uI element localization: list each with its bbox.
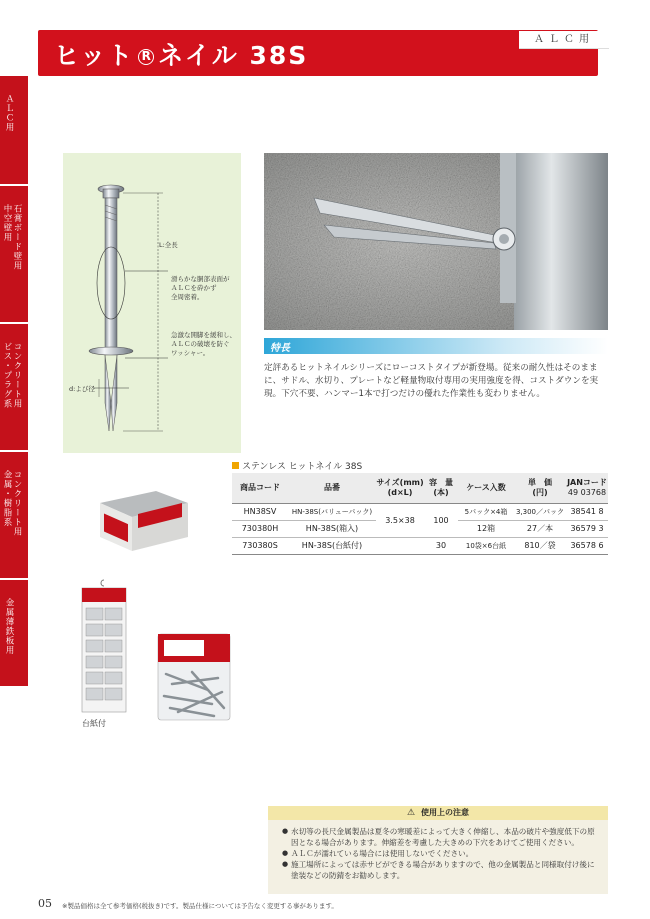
cell-jan: 38541 8 [566, 503, 608, 520]
table-title: ステンレス ヒットネイル 38S [232, 459, 362, 472]
sidebar-tab-label: コンクリート用 [12, 470, 22, 537]
header-part: 品番 [288, 473, 376, 503]
sidebar-tab-alc[interactable] [0, 76, 28, 186]
cell-qty: 30 [424, 537, 458, 554]
sidebar-tab-concrete-metal[interactable] [0, 452, 28, 580]
nail-illustration [63, 153, 241, 453]
header-code: 商品コード [232, 473, 288, 503]
list-item: ● 施工場所によっては赤サビができる場合がありますので、他の金属製品と同様取付け後に塗装などの防錆をお勧めします。 [282, 859, 602, 881]
page-title [54, 36, 308, 72]
list-item: ● 水切等の長尺金属製品は夏冬の寒暖差によって大きく伸縮し、本品の破片や強度低下の原因となる場合があります。伸縮差を考慮した大きめの下穴をあけてご使用ください。 [282, 826, 602, 848]
card-caption: 台紙付 [82, 719, 106, 728]
header-qty: 容 量 (本) [424, 473, 458, 503]
table-header-row [232, 473, 608, 503]
table-row [232, 537, 608, 554]
caution-heading-text: 使用上の注意 [421, 808, 470, 817]
installation-photo [264, 153, 608, 330]
cell-part: HN-38S(台紙付) [288, 537, 376, 554]
cell-part: HN-38S(バリューパック) [288, 503, 376, 520]
cell-case: 12箱 [458, 520, 514, 537]
cell-price: 810／袋 [514, 537, 566, 554]
sidebar-tab-sublabel: 金属・樹脂系 [2, 470, 12, 527]
sidebar-tab-sublabel: ビス・プラグ系 [2, 342, 12, 409]
sidebar-tab-thin-steel[interactable] [0, 580, 28, 688]
registered-mark: R [138, 49, 154, 65]
sidebar-tab-label: 金属薄鉄板用 [4, 598, 14, 655]
length-label: L:全長 [159, 241, 178, 249]
cell-qty: 100 [424, 503, 458, 537]
cell-jan: 36579 3 [566, 520, 608, 537]
caution-box [268, 806, 608, 894]
sidebar-index [0, 0, 28, 919]
sidebar-tab-label: 石膏ボード壁用 [12, 204, 22, 271]
header-size: サイズ(mm) (d×L) [376, 473, 424, 503]
nail-diagram [63, 153, 241, 453]
table-row [232, 503, 608, 520]
features-heading [264, 338, 608, 354]
cell-code: 730380S [232, 537, 288, 554]
cell-case: 10袋×6台紙 [458, 537, 514, 554]
title-bar [38, 30, 598, 76]
page-number: 05 [38, 897, 52, 910]
warning-icon: ⚠ [406, 808, 416, 818]
callout-washer: 急激な開脚を緩和し、 ＡＬＣの破壊を防ぐ ワッシャー。 [171, 331, 236, 357]
bag-package-image [152, 630, 236, 722]
spec-table [232, 473, 608, 555]
cell-size: 3.5×38 [376, 503, 424, 537]
diameter-label: d:よび径 [69, 385, 95, 393]
box-package-image [94, 485, 192, 555]
sidebar-tab-label: コンクリート用 [12, 342, 22, 409]
cell-jan: 36578 6 [566, 537, 608, 554]
features-text: 定評あるヒットネイルシリーズにローコストタイプが新登場。従来の耐久性はそのままに、サドル、水切り、プレートなど軽量物取付専用の実用強度を得、コストダウンを実現。下穴不要、ハンマー1本で打つだけの優れた作業性も変わりません。 [264, 363, 599, 400]
cell-part: HN-38S(箱入) [288, 520, 376, 537]
sidebar-tab-label: ＡＬＣ用 [4, 94, 14, 132]
footnote: ※製品価格は全て参考価格(税抜き)です。製品仕様については予告なく変更する事があります。 [62, 902, 338, 910]
cell-size [376, 537, 424, 554]
caution-list [282, 826, 602, 881]
cell-code: 730380H [232, 520, 288, 537]
callout-smooth-body: 滑らかな胴部表面が ＡＬＣを砕かず 全周密着。 [171, 275, 230, 301]
cell-code: HN38SV [232, 503, 288, 520]
cell-price: 3,300／パック [514, 503, 566, 520]
sidebar-tab-gypsum[interactable] [0, 186, 28, 324]
cell-price: 27／本 [514, 520, 566, 537]
sidebar-tab-concrete-screw[interactable] [0, 324, 28, 452]
cell-case: 5パック×4箱 [458, 503, 514, 520]
features-heading-text: 特長 [270, 343, 290, 354]
header-jan: JANコード 49 03768 [566, 473, 608, 503]
title-brand: ヒット [54, 41, 135, 70]
category-tag: ＡＬＣ用 [519, 31, 609, 49]
title-product: ネイル 38S [158, 41, 309, 70]
caution-heading [268, 806, 608, 820]
header-price: 単 価 (円) [514, 473, 566, 503]
list-item: ● ＡＬＣが濡れている場合には使用しないでください。 [282, 848, 602, 859]
sidebar-tab-sublabel: 中空壁用 [2, 204, 12, 242]
header-case: ケース入数 [458, 473, 514, 503]
card-package-image [80, 578, 128, 714]
